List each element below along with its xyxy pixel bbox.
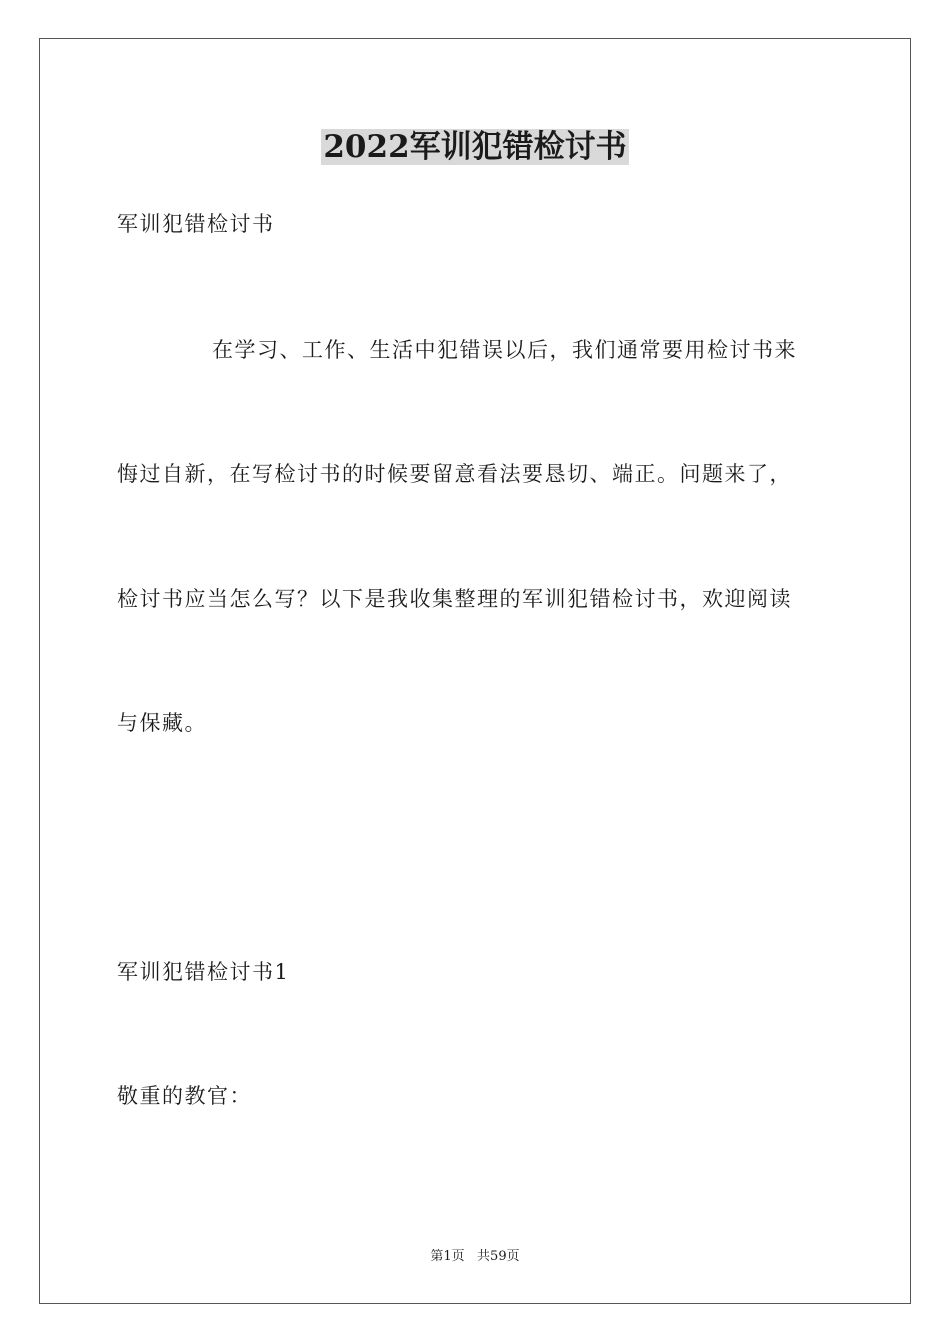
salutation: 敬重的教官： <box>117 1084 252 1108</box>
intro-line-4: 与保藏。 <box>117 711 207 735</box>
intro-line-2: 悔过自新，在写检讨书的时候要留意看法要恳切、端正。问题来了， <box>117 462 792 486</box>
document-subtitle: 军训犯错检讨书 <box>117 212 275 236</box>
intro-line-1: 在学习、工作、生活中犯错误以后，我们通常要用检讨书来 <box>212 338 797 362</box>
page-number-footer: 第1页 共59页 <box>430 1249 520 1264</box>
document-title <box>0 124 950 170</box>
document-title-text: 2022军训犯错检讨书 <box>323 129 627 165</box>
intro-line-3: 检讨书应当怎么写？以下是我收集整理的军训犯错检讨书，欢迎阅读 <box>117 587 792 611</box>
section-heading: 军训犯错检讨书1 <box>117 960 290 984</box>
